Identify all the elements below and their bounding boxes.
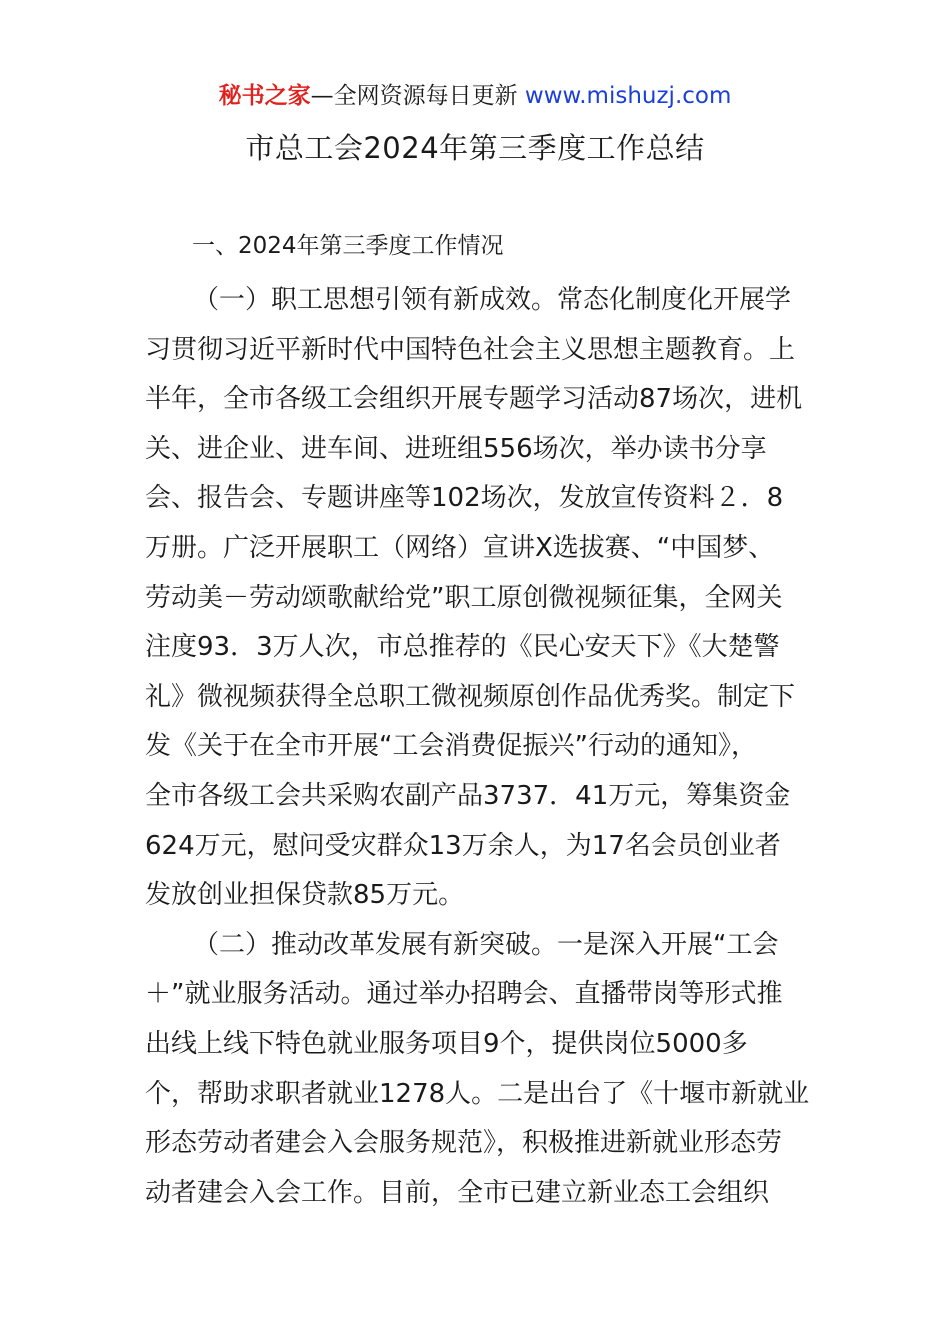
body-line: 出线上线下特色就业服务项目9个，提供岗位5000多	[145, 1028, 748, 1059]
body-line: 半年，全市各级工会组织开展专题学习活动87场次，进机	[145, 384, 803, 415]
body-line: 注度93．3万人次，市总推荐的《民心安天下》《大楚警	[145, 632, 780, 663]
body-line: （一）职工思想引领有新成效。常态化制度化开展学	[193, 285, 792, 315]
body-line: 会、报告会、专题讲座等102场次，发放宣传资料２．8	[145, 483, 784, 514]
body-line: 全市各级工会共采购农副产品3737．41万元，筹集资金	[145, 780, 791, 811]
banner-brand: 秘书之家	[218, 83, 311, 109]
body-line: 习贯彻习近平新时代中国特色社会主义思想主题教育。上	[145, 334, 796, 365]
body-line: 礼》微视频获得全总职工微视频原创作品优秀奖。制定下	[145, 681, 796, 712]
body-line: 劳动美－劳动颂歌献给党”职工原创微视频征集，全网关	[145, 582, 783, 613]
body-line: ＋”就业服务活动。通过举办招聘会、直播带岗等形式推	[145, 979, 783, 1010]
body-line: 624万元，慰问受灾群众13万余人，为17名会员创业者	[145, 830, 781, 861]
body-line: 关、进企业、进车间、进班组556场次，举办读书分享	[145, 433, 767, 464]
site-banner	[0, 80, 950, 112]
document-body	[145, 276, 825, 1218]
body-line: 发放创业担保贷款85万元。	[145, 880, 465, 911]
body-line: 个，帮助求职者就业1278人。二是出台了《十堰市新就业	[145, 1078, 810, 1109]
body-line: 万册。广泛开展职工（网络）宣讲X选拔赛、“中国梦、	[145, 532, 775, 563]
body-line: 形态劳动者建会入会服务规范》，积极推进新就业形态劳	[145, 1128, 783, 1159]
banner-site-link[interactable]: www.mishuzj.com	[524, 83, 732, 109]
body-line: （二）推动改革发展有新突破。一是深入开展“工会	[193, 929, 779, 960]
document-title: 市总工会2024年第三季度工作总结	[245, 131, 705, 165]
body-line: 动者建会入会工作。目前，全市已建立新业态工会组织	[145, 1177, 770, 1208]
body-line: 发《关于在全市开展“工会消费促振兴”行动的通知》，	[145, 731, 757, 762]
section-heading: 一、2024年第三季度工作情况	[192, 233, 504, 259]
banner-tagline: —全网资源每日更新	[310, 83, 518, 109]
